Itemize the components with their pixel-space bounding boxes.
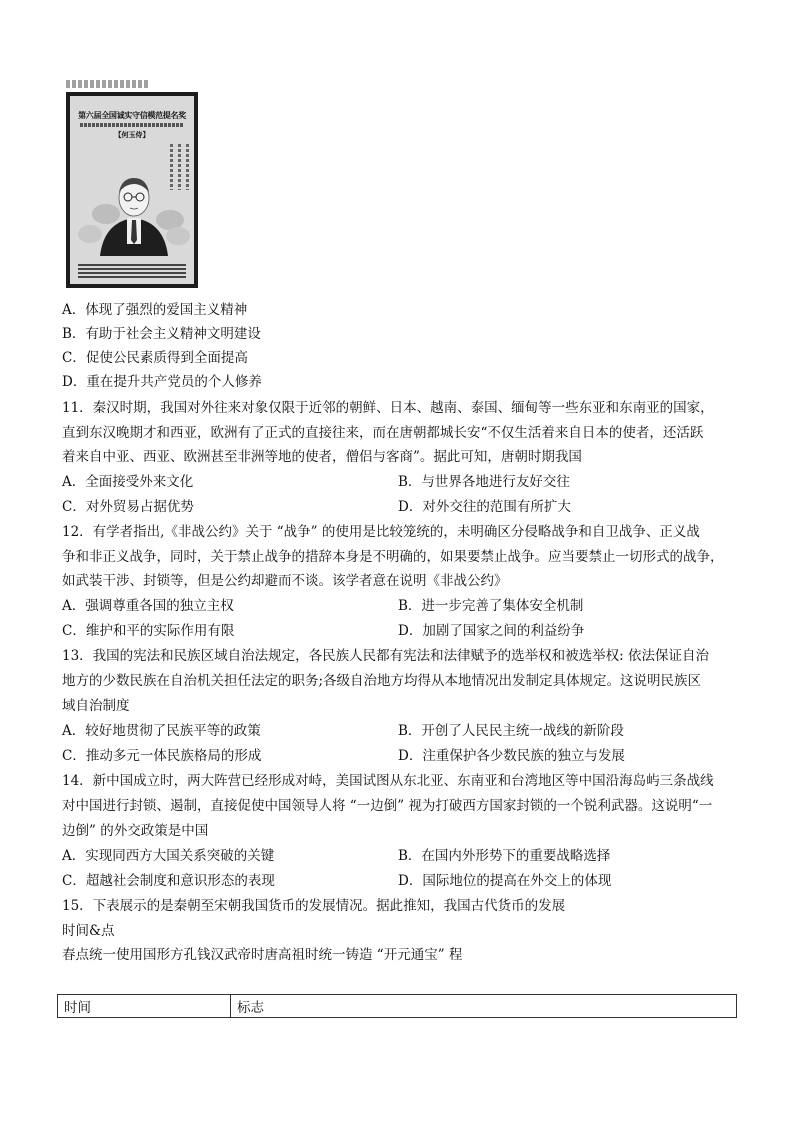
q13-stem-line: 地方的少数民族在自治机关担任法定的职务;各级自治地方均得从本地情况出发制定具体规定。这说明民族区 — [62, 673, 702, 689]
q15-garbled-line: 时间&点 — [62, 923, 115, 939]
q14-option-d: D．国际地位的提高在外交上的体现 — [398, 873, 612, 889]
table-header-row — [58, 995, 737, 1018]
q14-option-a: A．实现同西方大国关系突破的关键 — [62, 848, 275, 864]
q10-option-d: D．重在提升共产党员的个人修养 — [62, 374, 262, 390]
q13-option-a: A．较好地贯彻了民族平等的政策 — [62, 723, 261, 739]
poster-footer-text — [78, 264, 186, 280]
q14-stem-line: 14．新中国成立时，两大阵营已经形成对峙，美国试图从东北亚、东南亚和台湾地区等中国沿海岛屿三条战线 — [62, 773, 714, 789]
q14-stem-line: 边倒” 的外交政策是中国 — [62, 823, 209, 839]
q14-stem-line: 对中国进行封锁、遏制，直接促使中国领导人将 “一边倒” 视为打破西方国家封锁的一个锐利武器。这说明“一 — [62, 798, 713, 814]
poster-name: 【何玉侍】 — [114, 131, 150, 139]
q13-option-c: C．推动多元一体民族格局的形成 — [62, 748, 262, 764]
q15-stem: 15．下表展示的是秦朝至宋朝我国货币的发展情况。据此推知，我国古代货币的发展 — [62, 898, 566, 914]
poster-title: 第六届全国诚实守信模范提名奖 — [78, 111, 186, 120]
q14-option-b: B．在国内外形势下的重要战略选择 — [398, 848, 611, 864]
q12-option-c: C．维护和平的实际作用有限 — [62, 623, 235, 639]
q13-stem-line: 域自治制度 — [62, 698, 130, 714]
q13-option-b: B．开创了人民民主统一战线的新阶段 — [398, 723, 624, 739]
q12-option-b: B．进一步完善了集体安全机制 — [398, 598, 584, 614]
q11-option-d: D．对外交往的范围有所扩大 — [398, 499, 571, 515]
q12-stem-line: 如武装干涉、封锁等，但是公约却避而不谈。该学者意在说明《非战公约》 — [62, 573, 508, 589]
q10-option-a: A．体现了强烈的爱国主义精神 — [62, 302, 248, 318]
currency-table — [57, 994, 737, 1018]
q12-option-a: A．强调尊重各国的独立主权 — [62, 598, 234, 614]
q12-stem-line: 12．有学者指出,《非战公约》关于 “战争” 的使用是比较笼统的，未明确区分侵略战争和自卫战争、正义战 — [62, 524, 700, 540]
q11-stem-line: 着来自中亚、西亚、欧洲甚至非洲等地的使者，僧侣与客商”。据此可知，唐朝时期我国 — [62, 449, 582, 465]
q11-stem-line: 直到东汉晚期才和西亚，欧洲有了正式的直接往来，而在唐朝都城长安“不仅生活着来自日本的使者，还活跃 — [62, 425, 704, 441]
q10-option-c: C．促使公民素质得到全面提高 — [62, 350, 248, 366]
q11-option-c: C．对外贸易占据优势 — [62, 499, 194, 515]
table-header-mark: 标志 — [231, 995, 737, 1018]
q12-option-d: D．加剧了国家之间的利益纷争 — [398, 623, 585, 639]
q15-garbled-line: 春点统一使用国形方孔钱汉武帝时唐高祖时统一铸造 “开元通宝” 程 — [62, 947, 463, 963]
portrait-figure — [70, 96, 194, 284]
q13-stem-line: 13．我国的宪法和民族区域自治法规定，各民族人民都有宪法和法律赋予的选举权和被选举权: 依法保证自治 — [62, 648, 710, 664]
q11-option-a: A．全面接受外来文化 — [62, 474, 194, 490]
q11-option-b: B．与世界各地进行友好交往 — [398, 474, 570, 490]
q14-option-c: C．超越社会制度和意识形态的表现 — [62, 873, 275, 889]
award-poster-image — [66, 92, 198, 288]
q12-stem-line: 争和非正义战争，同时，关于禁止战争的措辞本身是不明确的，如果要禁止战争。应当要禁止一切形式的战争， — [62, 549, 724, 565]
q13-option-d: D．注重保护各少数民族的独立与发展 — [398, 748, 625, 764]
q11-stem-line: 11．秦汉时期，我国对外往来对象仅限于近邻的朝鲜、日本、越南、泰国、缅甸等一些东亚和东南亚的国家， — [62, 400, 714, 416]
table-header-time: 时间 — [58, 995, 231, 1018]
scan-artifact — [66, 80, 148, 88]
q10-option-b: B．有助于社会主义精神文明建设 — [62, 326, 261, 342]
